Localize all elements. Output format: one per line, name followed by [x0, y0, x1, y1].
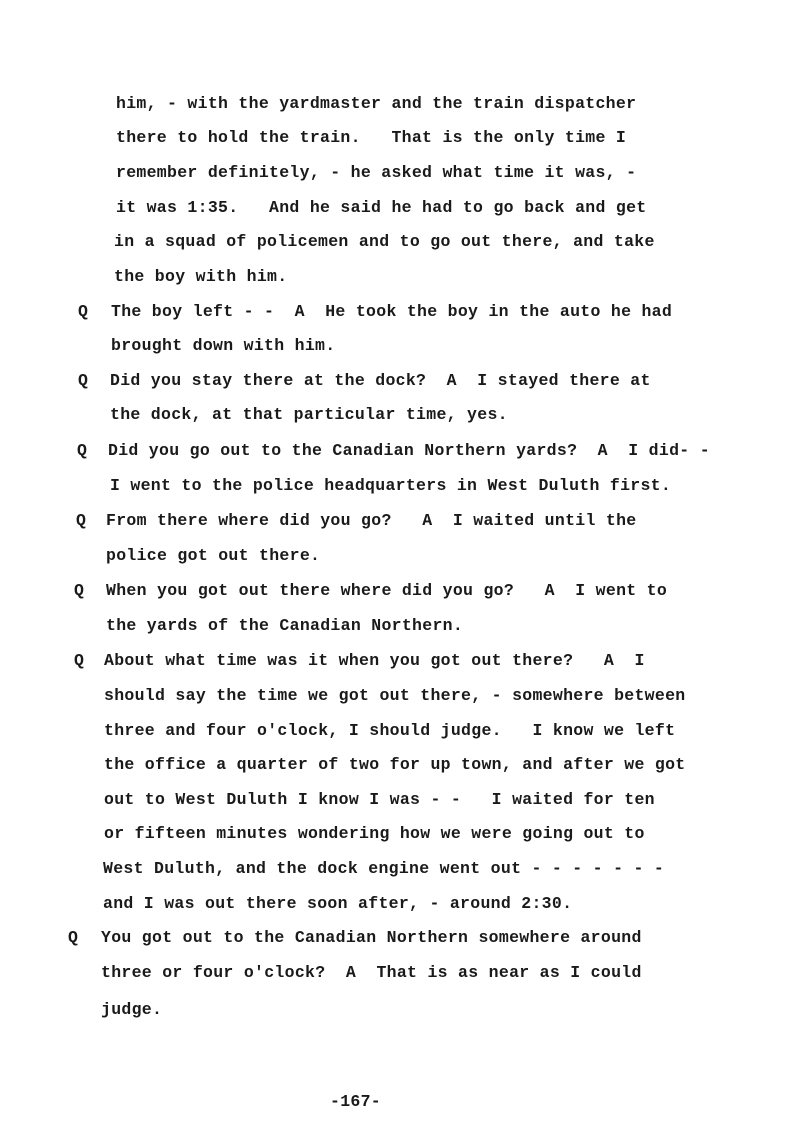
- transcript-line: three and four o'clock, I should judge. I know we left: [104, 721, 676, 740]
- question-marker: Q: [74, 651, 85, 670]
- transcript-line: and I was out there soon after, - around 2:30.: [103, 894, 573, 913]
- transcript-line: three or four o'clock? A That is as near as I could: [101, 963, 642, 982]
- transcript-line: I went to the police headquarters in West Duluth first.: [110, 476, 672, 495]
- transcript-line: it was 1:35. And he said he had to go back and get: [116, 198, 647, 217]
- transcript-line: Did you stay there at the dock? A I stayed there at: [110, 371, 651, 390]
- transcript-line: police got out there.: [106, 546, 321, 565]
- transcript-line: out to West Duluth I know I was - - I waited for ten: [104, 790, 655, 809]
- transcript-line: The boy left - - A He took the boy in the auto he had: [111, 302, 673, 321]
- transcript-line: remember definitely, - he asked what time it was, -: [116, 163, 637, 182]
- transcript-line: judge.: [101, 1000, 163, 1019]
- question-marker: Q: [78, 371, 89, 390]
- transcript-line: When you got out there where did you go? A I went to: [106, 581, 668, 600]
- transcript-line: About what time was it when you got out there? A I: [104, 651, 645, 670]
- transcript-line: brought down with him.: [111, 336, 336, 355]
- transcript-line: or fifteen minutes wondering how we were going out to: [104, 824, 645, 843]
- transcript-line: the boy with him.: [114, 267, 288, 286]
- transcript-line: the yards of the Canadian Northern.: [106, 616, 464, 635]
- question-marker: Q: [68, 928, 79, 947]
- question-marker: Q: [78, 302, 89, 321]
- question-marker: Q: [76, 511, 87, 530]
- transcript-line: You got out to the Canadian Northern somewhere around: [101, 928, 642, 947]
- transcript-line: should say the time we got out there, - somewhere between: [104, 686, 686, 705]
- transcript-line: there to hold the train. That is the only time I: [116, 128, 627, 147]
- transcript-line: West Duluth, and the dock engine went out - - - - - - -: [103, 859, 665, 878]
- question-marker: Q: [74, 581, 85, 600]
- transcript-line: in a squad of policemen and to go out there, and take: [114, 232, 655, 251]
- transcript-line: him, - with the yardmaster and the train dispatcher: [116, 94, 637, 113]
- transcript-line: the dock, at that particular time, yes.: [110, 405, 508, 424]
- question-marker: Q: [77, 441, 88, 460]
- transcript-line: Did you go out to the Canadian Northern yards? A I did- -: [108, 441, 710, 460]
- page-number: -167-: [330, 1092, 382, 1111]
- transcript-line: the office a quarter of two for up town, and after we got: [104, 755, 686, 774]
- transcript-line: From there where did you go? A I waited until the: [106, 511, 637, 530]
